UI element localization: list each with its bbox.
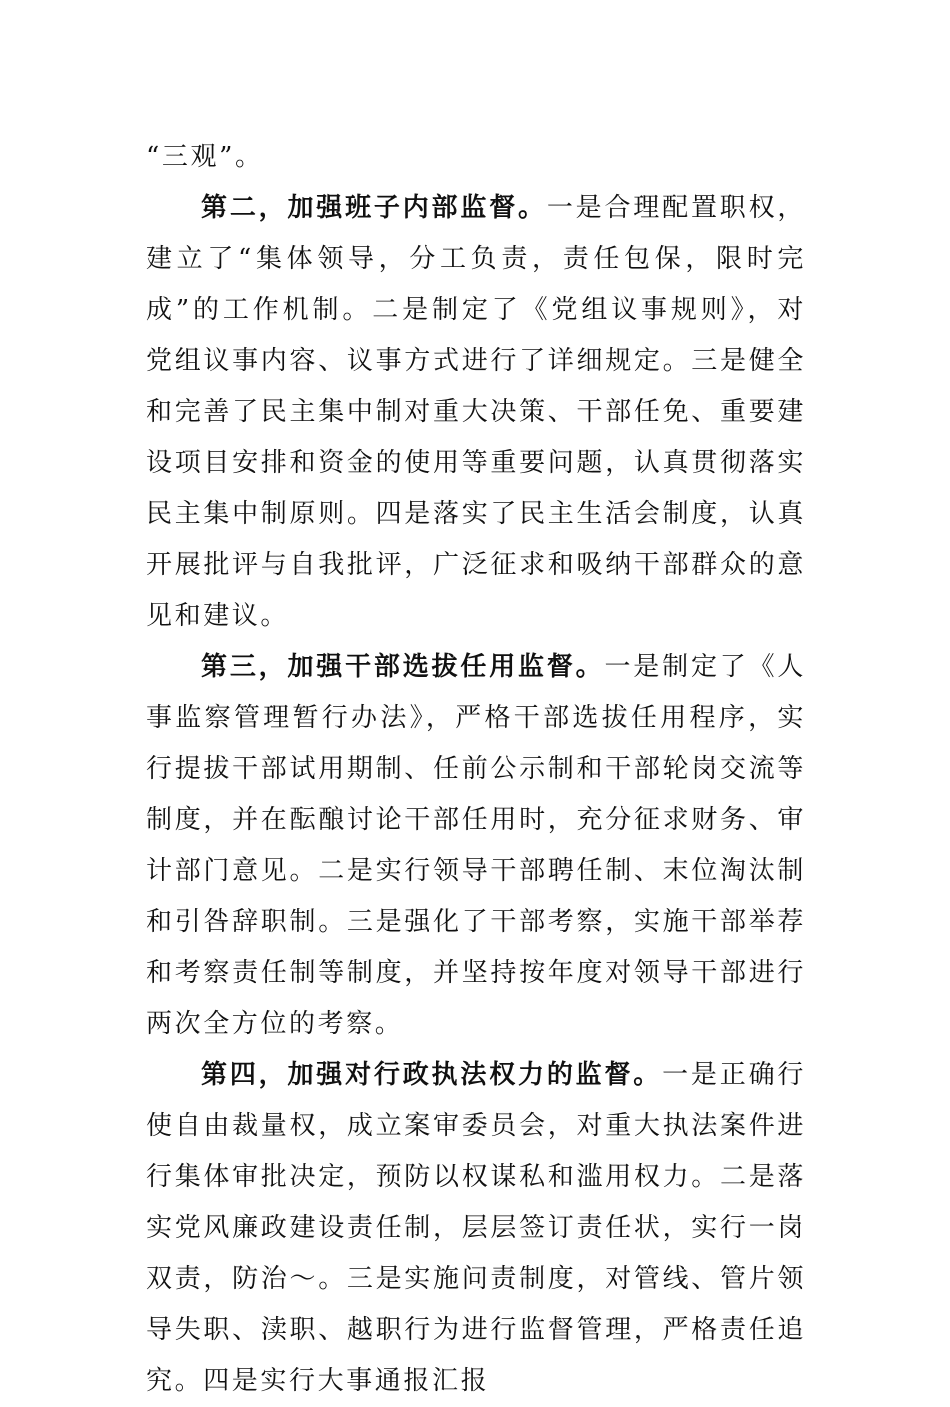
paragraph-4-body: 一是正确行使自由裁量权，成立案审委员会，对重大执法案件进行集体审批决定，预防以权谋私和滥用权力。二是落实党风廉政建设责任制，层层签订责任状，实行一岗双责，防治～。三是实施问责制度，对管线、管片领导失职、渎职、越职行为进行监督管理，严格责任追究。四是实行大事通报汇报 (146, 1060, 806, 1396)
paragraph-2 (146, 183, 806, 642)
paragraph-2-body: 一是合理配置职权，建立了“集体领导，分工负责，责任包保，限时完成”的工作机制。二是制定了《党组议事规则》，对党组议事内容、议事方式进行了详细规定。三是健全和完善了民主集中制对重大决策、干部任免、重要建设项目安排和资金的使用等重要问题，认真贯彻落实民主集中制原则。四是落实了民主生活会制度，认真开展批评与自我批评，广泛征求和吸纳干部群众的意见和建议。 (146, 193, 807, 631)
paragraph-3 (146, 642, 806, 1050)
paragraph-3-heading: 第三，加强干部选拔任用监督。 (201, 652, 605, 682)
paragraph-4 (146, 1050, 806, 1407)
paragraph-1 (146, 132, 806, 183)
paragraph-3-body: 一是制定了《人事监察管理暂行办法》，严格干部选拔任用程序，实行提拔干部试用期制、任前公示制和干部轮岗交流等制度，并在酝酿讨论干部任用时，充分征求财务、审计部门意见。二是实行领导干部聘任制、末位淘汰制和引咎辞职制。三是强化了干部考察，实施干部举荐和考察责任制等制度，并坚持按年度对领导干部进行两次全方位的考察。 (146, 652, 807, 1039)
paragraph-2-heading: 第二，加强班子内部监督。 (201, 193, 547, 223)
paragraph-1-body: “三观”。 (146, 142, 264, 172)
document-page (146, 132, 806, 1407)
paragraph-4-heading: 第四，加强对行政执法权力的监督。 (201, 1060, 663, 1090)
